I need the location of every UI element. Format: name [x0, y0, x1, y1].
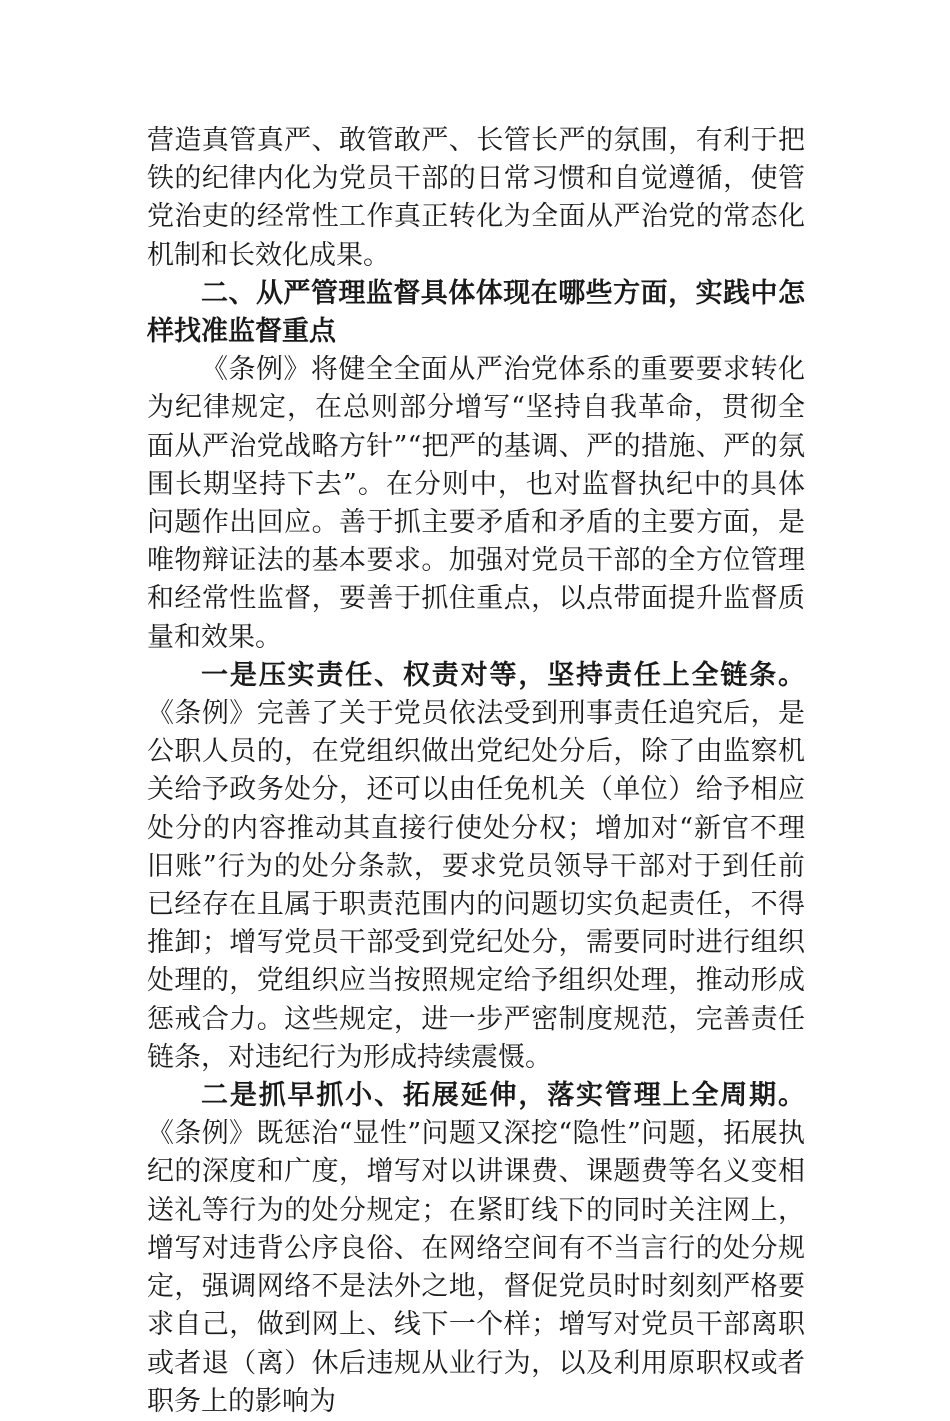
- point-one-body: 《条例》完善了关于党员依法受到刑事责任追究后，是公职人员的，在党组织做出党纪处分后，除了由监察机关给予政务处分，还可以由任免机关（单位）给予相应处分的内容推动其直接行使处分权；增加对“新官不理旧账”行为的处分条款，要求党员领导干部对于到任前已经存在且属于职责范围内的问题切实负起责任，不得推卸；增写党员干部受到党纪处分，需要同时进行组织处理的，党组织应当按照规定给予组织处理，推动形成惩戒合力。这些规定，进一步严密制度规范，完善责任链条，对违纪行为形成持续震慑。: [147, 698, 805, 1073]
- point-two-body: 《条例》既惩治“显性”问题又深挖“隐性”问题，拓展执纪的深度和广度，增写对以讲课费、课题费等名义变相送礼等行为的处分规定；在紧盯线下的同时关注网上，增写对违背公序良俗、在网络空间有不当言行的处分规定，强调网络不是法外之地，督促党员时时刻刻严格要求自己，做到网上、线下一个样；增写对党员干部离职或者退（离）休后违规从业行为，以及利用原职权或者职务上的影响为: [147, 1118, 805, 1417]
- continuation-paragraph: 营造真管真严、敢管敢严、长管长严的氛围，有利于把铁的纪律内化为党员干部的日常习惯和自觉遵循，使管党治吏的经常性工作真正转化为全面从严治党的常态化机制和长效化成果。: [147, 125, 805, 271]
- point-two-lead: 二是抓早抓小、拓展延伸，落实管理上全周期。: [201, 1080, 805, 1112]
- point-two-paragraph: [147, 1077, 805, 1421]
- intro-paragraph: 《条例》将健全全面从严治党体系的重要要求转化为纪律规定，在总则部分增写“坚持自我革命，贯彻全面从严治党战略方针”“把严的基调、严的措施、严的氛围长期坚持下去”。在分则中，也对监督执纪中的具体问题作出回应。善于抓主要矛盾和矛盾的主要方面，是唯物辩证法的基本要求。加强对党员干部的全方位管理和经常性监督，要善于抓住重点，以点带面提升监督质量和效果。: [147, 354, 805, 653]
- document-body: [147, 122, 805, 1421]
- section-heading: 二、从严管理监督具体体现在哪些方面，实践中怎样找准监督重点: [147, 277, 805, 348]
- point-one-paragraph: [147, 657, 805, 1077]
- point-one-lead: 一是压实责任、权责对等，坚持责任上全链条。: [201, 659, 805, 691]
